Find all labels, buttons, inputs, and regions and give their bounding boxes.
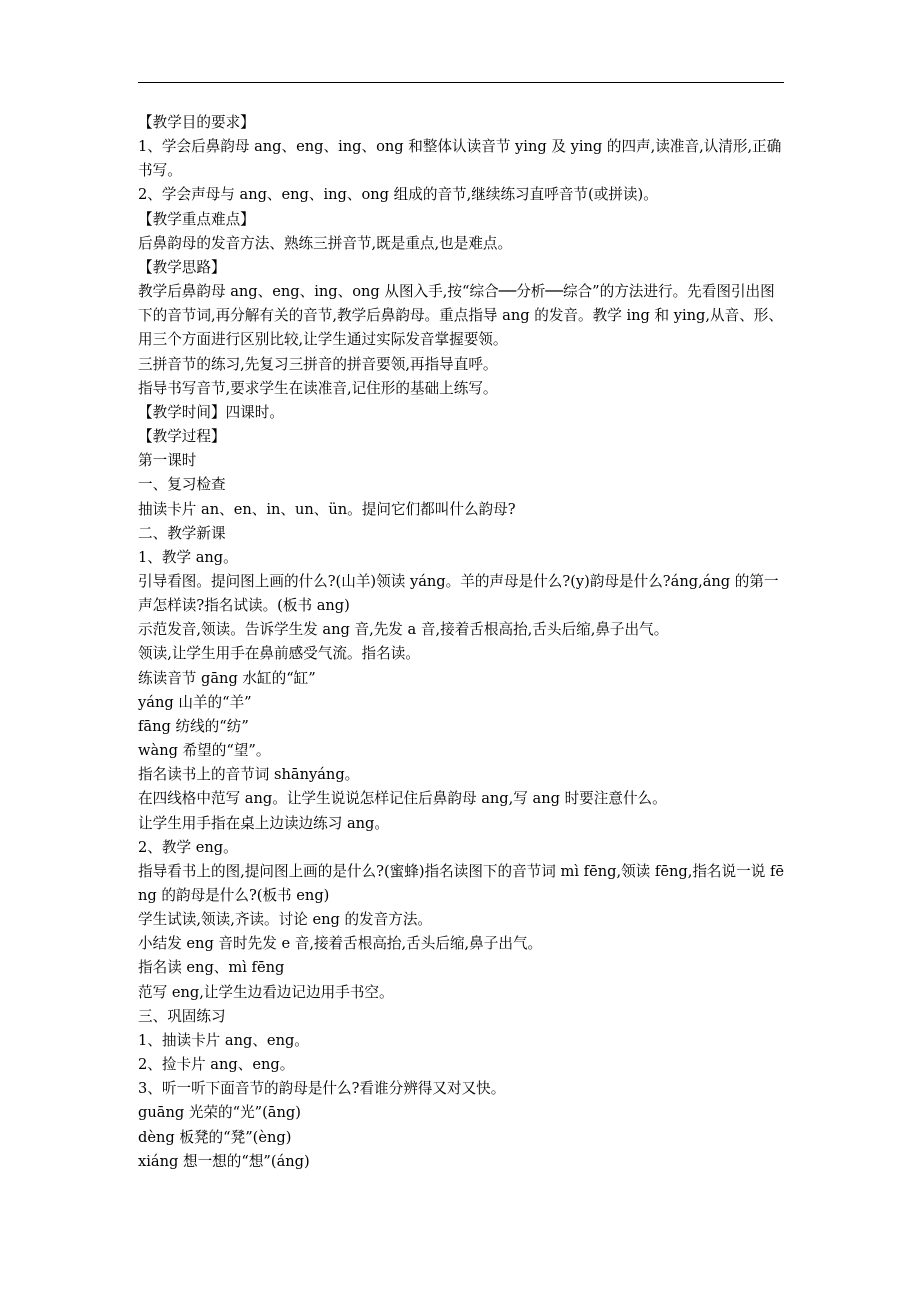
lesson-title: 第一课时 [138,452,197,470]
paragraph: 2、学会声母与 ang、eng、ing、ong 组成的音节,继续练习直呼音节(或拼读)。 [138,186,658,204]
paragraph: 指导书写音节,要求学生在读准音,记住形的基础上练写。 [138,379,498,397]
header-rule [138,82,784,83]
practice-item: xiáng 想一想的“想”(áng) [138,1152,310,1170]
paragraph: 三拼音节的练习,先复习三拼音的拼音要领,再指导直呼。 [138,355,498,373]
paragraph: 学生试读,领读,齐读。讨论 eng 的发音方法。 [138,911,433,929]
practice-item: dèng 板凳的“凳”(èng) [138,1128,292,1146]
paragraph: 指导看书上的图,提问图上画的是什么?(蜜蜂)指名读图下的音节词 mì fēng,领读 fēng,指名说一说 fēng 的韵母是什么?(板书 eng) [138,862,784,904]
paragraph: 抽读卡片 an、en、in、un、ün。提问它们都叫什么韵母? [138,500,516,518]
paragraph: 1、学会后鼻韵母 ang、eng、ing、ong 和整体认读音节 ying 及 ying 的四声,读准音,认清形,正确书写。 [138,138,782,180]
paragraph: 让学生用手指在桌上边读边练习 ang。 [138,814,389,832]
section-heading: 【教学目的要求】 [138,114,255,131]
practice-item: 练读音节 gāng 水缸的“缸” [138,669,316,687]
paragraph: 小结发 eng 音时先发 e 音,接着舌根高抬,舌头后缩,鼻子出气。 [138,935,543,953]
section-heading: 【教学过程】 [138,428,226,446]
paragraph: 引导看图。提问图上画的什么?(山羊)领读 yáng。羊的声母是什么?(y)韵母是什么?áng,áng 的第一声怎样读?指名试读。(板书 ang) [138,572,779,615]
sub-heading: 1、教学 ang。 [138,548,238,566]
section-heading: 【教学重点难点】 [138,210,255,228]
step-heading: 一、复习检查 [138,476,226,494]
paragraph: 范写 eng,让学生边看边记边用手书空。 [138,983,394,1001]
section-heading: 【教学思路】 [138,258,226,276]
paragraph: 在四线格中范写 ang。让学生说说怎样记住后鼻韵母 ang,写 ang 时要注意什么。 [138,790,667,808]
exercise-item: 2、捡卡片 ang、eng。 [138,1056,295,1074]
paragraph: 教学后鼻韵母 ang、eng、ing、ong 从图入手,按“综合──分析──综合”的方法进行。先看图引出图下的音节词,再分解有关的音节,教学后鼻韵母。重点指导 ang 的发音。教学 ing 和 ying,从音、形、用三个方面进行区别比较,让学生通过实际发音掌握要领。 [138,283,783,349]
practice-item: wàng 希望的“望”。 [138,742,271,760]
exercise-item: 1、抽读卡片 ang、eng。 [138,1031,309,1049]
practice-item: yáng 山羊的“羊” [138,693,252,711]
step-heading: 二、教学新课 [138,524,226,542]
section-heading: 【教学时间】四课时。 [138,403,284,421]
paragraph: 后鼻韵母的发音方法、熟练三拼音节,既是重点,也是难点。 [138,234,513,252]
exercise-item: 3、听一听下面音节的韵母是什么?看谁分辨得又对又快。 [138,1080,506,1098]
paragraph: 指名读书上的音节词 shānyáng。 [138,766,360,784]
paragraph: 示范发音,领读。告诉学生发 ang 音,先发 a 音,接着舌根高抬,舌头后缩,鼻子出气。 [138,621,669,639]
sub-heading: 2、教学 eng。 [138,838,238,856]
document-body [138,111,786,1174]
paragraph: 指名读 eng、mì fēng [138,959,285,977]
step-heading: 三、巩固练习 [138,1007,226,1025]
paragraph: 领读,让学生用手在鼻前感受气流。指名读。 [138,645,420,663]
practice-item: fāng 纺线的“纺” [138,717,249,735]
practice-item: guāng 光荣的“光”(āng) [138,1104,301,1122]
